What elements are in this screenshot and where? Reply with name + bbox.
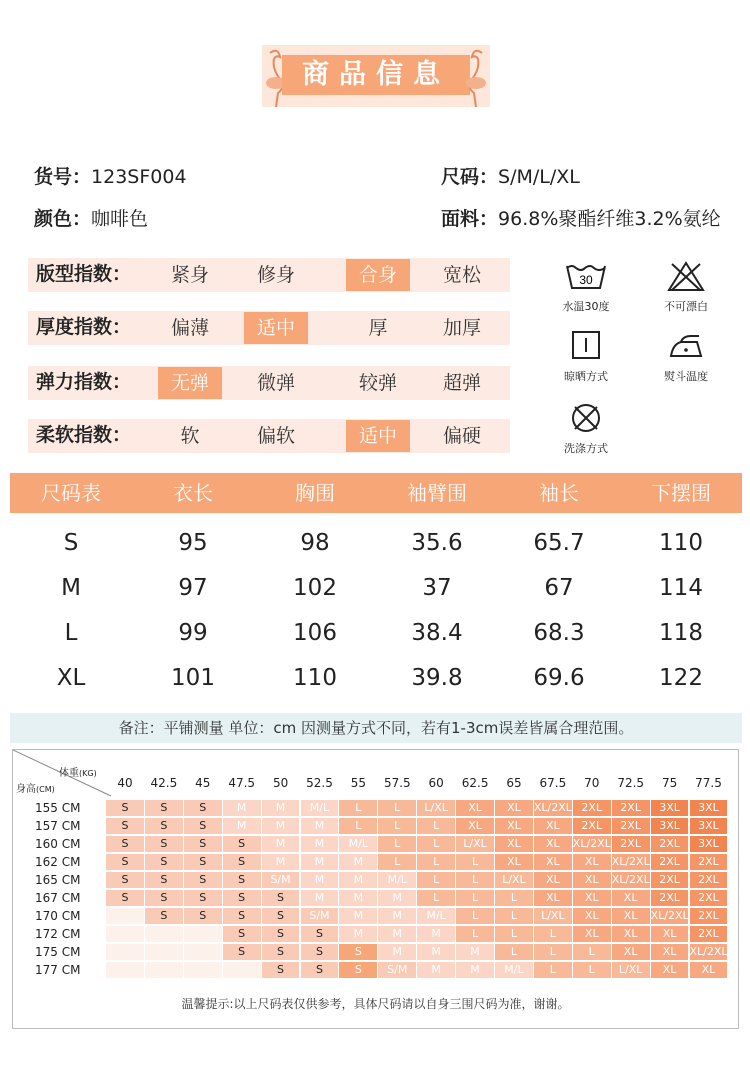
- size-chart-cell: L: [456, 872, 494, 888]
- size-chart-cell: L/XL: [456, 836, 494, 852]
- size-table-cell: 102: [293, 575, 337, 601]
- care-iron: [646, 330, 726, 384]
- size-chart-cell: [145, 926, 183, 942]
- size-chart-cell: S: [106, 836, 144, 852]
- size-table-cell: 37: [422, 575, 452, 601]
- size-chart-cell: M/L: [495, 962, 533, 978]
- care-iron-label: 熨斗温度: [664, 370, 708, 383]
- size-chart-cell: M: [339, 926, 377, 942]
- height-label: 160 CM: [35, 837, 81, 851]
- size-table-header-cell: 袖臂围: [407, 481, 467, 505]
- size-table-cell: 101: [171, 665, 215, 691]
- size-chart-cell: M: [339, 872, 377, 888]
- size-chart-cell: L: [534, 962, 572, 978]
- size-chart-cell: L/XL: [417, 800, 455, 816]
- size-chart-cell: L: [534, 944, 572, 960]
- height-label: 155 CM: [35, 801, 81, 815]
- size-chart-cell: S: [145, 908, 183, 924]
- size-chart-cell: 2XL: [690, 854, 728, 870]
- size-chart-cell: 2XL: [573, 800, 611, 816]
- size-chart-cell: S: [223, 854, 261, 870]
- wash-temp: 30: [579, 273, 593, 287]
- size-table-header-cell: 衣长: [173, 481, 213, 505]
- size-table-cell: 69.6: [533, 665, 585, 691]
- size-chart-cell: S/M: [262, 872, 300, 888]
- care-wash: [546, 260, 626, 314]
- size-chart-cell: 2XL: [573, 818, 611, 834]
- index-row: [28, 419, 510, 453]
- size-chart-cell: XL: [651, 944, 689, 960]
- item-number: [34, 162, 187, 189]
- size-chart-cell: L/XL: [495, 872, 533, 888]
- size-chart-cell: S: [301, 926, 339, 942]
- size-value: S/M/L/XL: [498, 166, 580, 188]
- size-chart-cell: M: [262, 818, 300, 834]
- size-chart-cell: 3XL: [690, 800, 728, 816]
- size-chart-cell: XL: [612, 944, 650, 960]
- size-chart: [12, 749, 739, 1029]
- size-table-cell: 110: [293, 665, 337, 691]
- size-chart-cell: M: [223, 818, 261, 834]
- size-table-cell: M: [61, 575, 81, 601]
- size-chart-cell: S: [262, 962, 300, 978]
- height-label: 172 CM: [35, 927, 81, 941]
- weight-label: 72.5: [617, 776, 645, 790]
- size-chart-cell: 2XL: [690, 908, 728, 924]
- care-wash-label: 水温30度: [562, 300, 610, 313]
- size-chart-cell: L: [495, 944, 533, 960]
- size-table-cell: 35.6: [411, 530, 463, 556]
- index-label: 弹力指数：: [36, 371, 132, 393]
- no-bleach-icon: [666, 260, 706, 292]
- index-option: 厚: [368, 317, 388, 339]
- color-info: [34, 204, 148, 231]
- size-chart-cell: M: [378, 890, 416, 906]
- index-option: 微弹: [256, 372, 295, 394]
- size-chart-cell: XL: [573, 926, 611, 942]
- index-row: [28, 366, 510, 400]
- size-chart-cell: XL: [534, 836, 572, 852]
- fabric-info: [441, 204, 721, 231]
- size-chart-cell: M: [301, 836, 339, 852]
- size-chart-cell: XL: [534, 872, 572, 888]
- weight-axis-title: 体重(KG): [59, 768, 97, 779]
- index-option: 修身: [256, 264, 295, 286]
- size-chart-cell: 2XL: [612, 836, 650, 852]
- size-chart-cell: 3XL: [690, 818, 728, 834]
- size-chart-cell: M: [456, 944, 494, 960]
- size-chart-cell: XL: [612, 926, 650, 942]
- index-option: 偏软: [256, 425, 295, 447]
- size-chart-cell: XL: [573, 890, 611, 906]
- index-label: 版型指数：: [36, 263, 132, 285]
- size-chart-cell: XL: [495, 800, 533, 816]
- size-table-cell: 65.7: [533, 530, 585, 556]
- height-label: 177 CM: [35, 963, 81, 977]
- size-chart-cell: L: [417, 836, 455, 852]
- weight-label: 50: [272, 776, 289, 790]
- size-chart-cell: M: [378, 944, 416, 960]
- size-table-header-cell: 袖长: [539, 481, 579, 505]
- size-chart-cell: XL: [495, 818, 533, 834]
- size-chart-cell: [106, 926, 144, 942]
- height-label: 162 CM: [35, 855, 81, 869]
- size-chart-cell: M: [417, 926, 455, 942]
- index-option: 加厚: [442, 317, 481, 339]
- size-chart-cell: XL/2XL: [533, 801, 572, 814]
- size-chart-cell: L: [378, 836, 416, 852]
- size-chart-cell: L: [417, 854, 455, 870]
- size-chart-cell: S: [106, 818, 144, 834]
- size-chart-cell: L: [534, 926, 572, 942]
- size-chart-cell: S: [145, 818, 183, 834]
- size-chart-cell: XL/2XL: [611, 873, 650, 886]
- size-chart-cell: XL: [495, 854, 533, 870]
- care-bleach: [646, 260, 726, 314]
- weight-label: 42.5: [150, 776, 178, 790]
- height-axis-title: 身高(CM): [16, 784, 55, 795]
- size-table-cell: 38.4: [411, 620, 463, 646]
- size-chart-cell: 2XL: [612, 800, 650, 816]
- weight-label: 45: [195, 776, 211, 790]
- size-chart-cell: 2XL: [651, 836, 689, 852]
- size-chart-cell: L: [456, 908, 494, 924]
- size-chart-cell: M/L: [378, 872, 416, 888]
- size-chart-cell: M/L: [417, 908, 455, 924]
- index-option: 软: [180, 425, 200, 447]
- fabric-value: 96.8%聚酯纤维3.2%氨纶: [498, 208, 721, 230]
- size-table-cell: 110: [659, 530, 703, 556]
- height-label: 165 CM: [35, 873, 81, 887]
- index-option: 紧身: [170, 264, 209, 286]
- page-title: 商品信息: [282, 55, 470, 95]
- weight-label: 62.5: [461, 776, 489, 790]
- care-bleach-label: 不可漂白: [664, 300, 708, 313]
- size-chart-cell: L: [378, 800, 416, 816]
- size-chart-cell: [223, 962, 261, 978]
- size-chart-cell: 2XL: [651, 854, 689, 870]
- size-chart-cell: XL: [573, 854, 611, 870]
- size-table-cell: 67: [544, 575, 574, 601]
- size-table-cell: 106: [293, 620, 337, 646]
- size-chart-cell: S: [184, 818, 222, 834]
- size-table-header: [10, 473, 742, 513]
- size-table-header-cell: 胸围: [295, 481, 335, 505]
- size-chart-cell: XL: [534, 854, 572, 870]
- size-chart-cell: 2XL: [651, 890, 689, 906]
- size-chart-cell: XL: [573, 872, 611, 888]
- size-chart-cell: M: [417, 944, 455, 960]
- measure-note: 备注：平铺测量 单位：cm 因测量方式不同，若有1-3cm误差皆属合理范围。: [10, 713, 742, 743]
- size-table-cell: 98: [300, 530, 330, 556]
- size-chart-cell: M: [262, 836, 300, 852]
- size-table-cell: 97: [178, 575, 208, 601]
- item-number-value: 123SF004: [91, 166, 187, 188]
- size-chart-cell: XL: [690, 962, 728, 978]
- weight-label: 52.5: [306, 776, 333, 790]
- size-chart-cell: [106, 908, 144, 924]
- size-chart-cell: M/L: [339, 836, 377, 852]
- size-chart-cell: M: [417, 962, 455, 978]
- size-chart-cell: L: [573, 962, 611, 978]
- size-chart-cell: XL: [456, 800, 494, 816]
- size-chart-cell: [184, 926, 222, 942]
- size-table-cell: L: [64, 620, 78, 646]
- color-label: 颜色：: [34, 208, 92, 230]
- size-chart-cell: S: [106, 890, 144, 906]
- size-chart-cell: XL: [456, 818, 494, 834]
- size-chart-cell: L: [495, 908, 533, 924]
- size-chart-cell: XL/2XL: [689, 945, 728, 958]
- weight-label: 75: [661, 776, 678, 790]
- index-option: 适中: [244, 312, 308, 344]
- size-chart-cell: XL: [651, 926, 689, 942]
- flamingo-right-icon: [462, 45, 502, 107]
- size-chart-cell: S: [339, 944, 377, 960]
- size-chart-cell: M: [301, 818, 339, 834]
- size-chart-cell: S: [145, 854, 183, 870]
- size-chart-cell: L: [456, 926, 494, 942]
- index-option: 偏硬: [442, 425, 481, 447]
- care-dryclean: [546, 402, 626, 456]
- size-chart-cell: S: [106, 872, 144, 888]
- color-value: 咖啡色: [91, 208, 149, 230]
- size-chart-cell: S: [223, 926, 261, 942]
- size-chart-cell: L: [417, 890, 455, 906]
- weight-label: 70: [584, 776, 600, 790]
- size-chart-cell: S: [339, 962, 377, 978]
- index-option: 超弹: [442, 372, 481, 394]
- size-chart-cell: M: [339, 908, 377, 924]
- size-table-header-cell: 尺码表: [41, 481, 101, 505]
- size-chart-cell: 3XL: [651, 800, 689, 816]
- size-chart-cell: L: [495, 890, 533, 906]
- size-chart-cell: S: [223, 836, 261, 852]
- size-chart-cell: L: [339, 818, 377, 834]
- size-chart-cell: M: [223, 800, 261, 816]
- size-chart-cell: XL/2XL: [572, 837, 611, 850]
- size-chart-cell: S/M: [301, 908, 339, 924]
- size-chart-cell: S: [262, 944, 300, 960]
- weight-label: 67.5: [539, 776, 567, 790]
- care-dry: [546, 330, 626, 384]
- size-chart-cell: M: [262, 800, 300, 816]
- size-chart-cell: [184, 944, 222, 960]
- size-chart-cell: S: [145, 836, 183, 852]
- size-chart-cell: M: [339, 854, 377, 870]
- size-chart-cell: L: [456, 854, 494, 870]
- size-chart-cell: [184, 962, 222, 978]
- size-table-cell: 39.8: [411, 665, 463, 691]
- size-chart-cell: S: [145, 890, 183, 906]
- size-chart-cell: L: [378, 818, 416, 834]
- no-dryclean-icon: [566, 402, 606, 434]
- care-dry-label: 晾晒方式: [564, 370, 608, 383]
- size-chart-cell: S: [145, 872, 183, 888]
- height-label: 170 CM: [35, 909, 81, 923]
- size-chart-cell: [145, 944, 183, 960]
- size-chart-cell: 3XL: [690, 836, 728, 852]
- size-chart-cell: XL: [534, 818, 572, 834]
- index-row: [28, 311, 510, 345]
- size-chart-cell: M: [456, 962, 494, 978]
- size-chart-cell: S: [262, 908, 300, 924]
- index-option: 较弹: [358, 372, 397, 394]
- size-chart-cell: M: [301, 872, 339, 888]
- size-table-cell: 118: [659, 620, 703, 646]
- size-chart-cell: M: [301, 854, 339, 870]
- size-chart-cell: XL: [495, 836, 533, 852]
- size-chart-cell: S: [223, 944, 261, 960]
- weight-label: 55: [350, 776, 367, 790]
- index-label: 厚度指数：: [36, 316, 132, 338]
- weight-label: 47.5: [228, 776, 256, 790]
- height-label: 167 CM: [35, 891, 81, 905]
- size-chart-cell: S: [184, 800, 222, 816]
- size-chart-cell: S: [184, 872, 222, 888]
- size-table-cell: 95: [178, 530, 208, 556]
- size-table-cell: 68.3: [533, 620, 585, 646]
- index-option: 偏薄: [170, 317, 209, 339]
- size-chart-cell: XL: [573, 908, 611, 924]
- size-table-cell: XL: [56, 665, 86, 691]
- size-chart-cell: M: [378, 926, 416, 942]
- size-chart-cell: L: [456, 890, 494, 906]
- size-chart-cell: 2XL: [651, 872, 689, 888]
- size-chart-cell: XL: [651, 962, 689, 978]
- size-chart-cell: M: [339, 890, 377, 906]
- fabric-label: 面料：: [441, 208, 499, 230]
- size-chart-cell: M: [262, 854, 300, 870]
- index-option: 合身: [346, 259, 410, 291]
- weight-label: 77.5: [695, 776, 722, 790]
- size-chart-cell: L: [495, 926, 533, 942]
- size-chart-cell: L/XL: [534, 908, 572, 924]
- size-label: 尺码：: [441, 166, 499, 188]
- size-chart-cell: [106, 962, 144, 978]
- size-chart-cell: S: [301, 962, 339, 978]
- care-dryclean-label: 洗涤方式: [564, 442, 608, 455]
- size-table-cell: 114: [659, 575, 703, 601]
- size-chart-cell: M: [378, 908, 416, 924]
- size-chart-cell: XL/2XL: [611, 855, 650, 868]
- size-chart-cell: [106, 944, 144, 960]
- size-chart-cell: XL/2XL: [650, 909, 689, 922]
- iron-icon: [666, 330, 706, 362]
- size-chart-cell: S: [301, 944, 339, 960]
- size-info: [441, 162, 580, 189]
- index-option: 宽松: [442, 264, 481, 286]
- index-option: 无弹: [158, 367, 222, 399]
- weight-label: 65: [506, 776, 522, 790]
- size-chart-cell: L: [417, 872, 455, 888]
- size-chart-cell: L: [339, 800, 377, 816]
- size-chart-cell: S: [145, 800, 183, 816]
- size-chart-cell: XL: [612, 908, 650, 924]
- title-banner: [262, 45, 490, 107]
- index-option: 适中: [346, 420, 410, 452]
- size-chart-cell: 2XL: [690, 872, 728, 888]
- size-table-cell: S: [63, 530, 79, 556]
- size-chart-cell: S/M: [378, 962, 416, 978]
- size-chart-cell: 3XL: [651, 818, 689, 834]
- height-label: 175 CM: [35, 945, 81, 959]
- size-chart-cell: XL: [534, 890, 572, 906]
- size-chart-cell: S: [184, 836, 222, 852]
- dry-icon: [566, 330, 606, 362]
- index-label: 柔软指数：: [36, 424, 132, 446]
- size-chart-cell: S: [262, 890, 300, 906]
- size-chart-cell: [145, 962, 183, 978]
- item-number-label: 货号：: [34, 166, 92, 188]
- weight-label: 60: [428, 776, 444, 790]
- chart-tip: 温馨提示:以上尺码表仅供参考，具体尺码请以自身三围尺码为准，谢谢。: [181, 997, 570, 1011]
- size-chart-cell: 2XL: [612, 818, 650, 834]
- size-chart-cell: 2XL: [690, 926, 728, 942]
- size-chart-cell: S: [223, 872, 261, 888]
- size-chart-cell: L: [573, 944, 611, 960]
- size-chart-cell: S: [184, 890, 222, 906]
- size-chart-cell: S: [223, 908, 261, 924]
- size-chart-cell: S: [106, 854, 144, 870]
- weight-label: 57.5: [383, 776, 411, 790]
- height-label: 157 CM: [35, 819, 81, 833]
- size-table-cell: 99: [178, 620, 208, 646]
- size-chart-cell: 2XL: [690, 890, 728, 906]
- size-chart-cell: L: [378, 854, 416, 870]
- size-table-cell: 122: [659, 665, 703, 691]
- size-chart-cell: L/XL: [612, 962, 650, 978]
- size-chart-cell: S: [184, 854, 222, 870]
- size-chart-cell: S: [262, 926, 300, 942]
- size-chart-cell: S: [223, 890, 261, 906]
- size-chart-cell: M: [301, 890, 339, 906]
- size-chart-cell: S: [106, 800, 144, 816]
- weight-label: 40: [117, 776, 133, 790]
- size-chart-cell: XL: [612, 890, 650, 906]
- size-table-header-cell: 下摆围: [651, 481, 711, 505]
- wash-30-icon: [563, 260, 609, 292]
- index-row: [28, 258, 510, 292]
- size-chart-cell: M/L: [301, 800, 339, 816]
- size-chart-cell: S: [184, 908, 222, 924]
- size-chart-cell: L: [417, 818, 455, 834]
